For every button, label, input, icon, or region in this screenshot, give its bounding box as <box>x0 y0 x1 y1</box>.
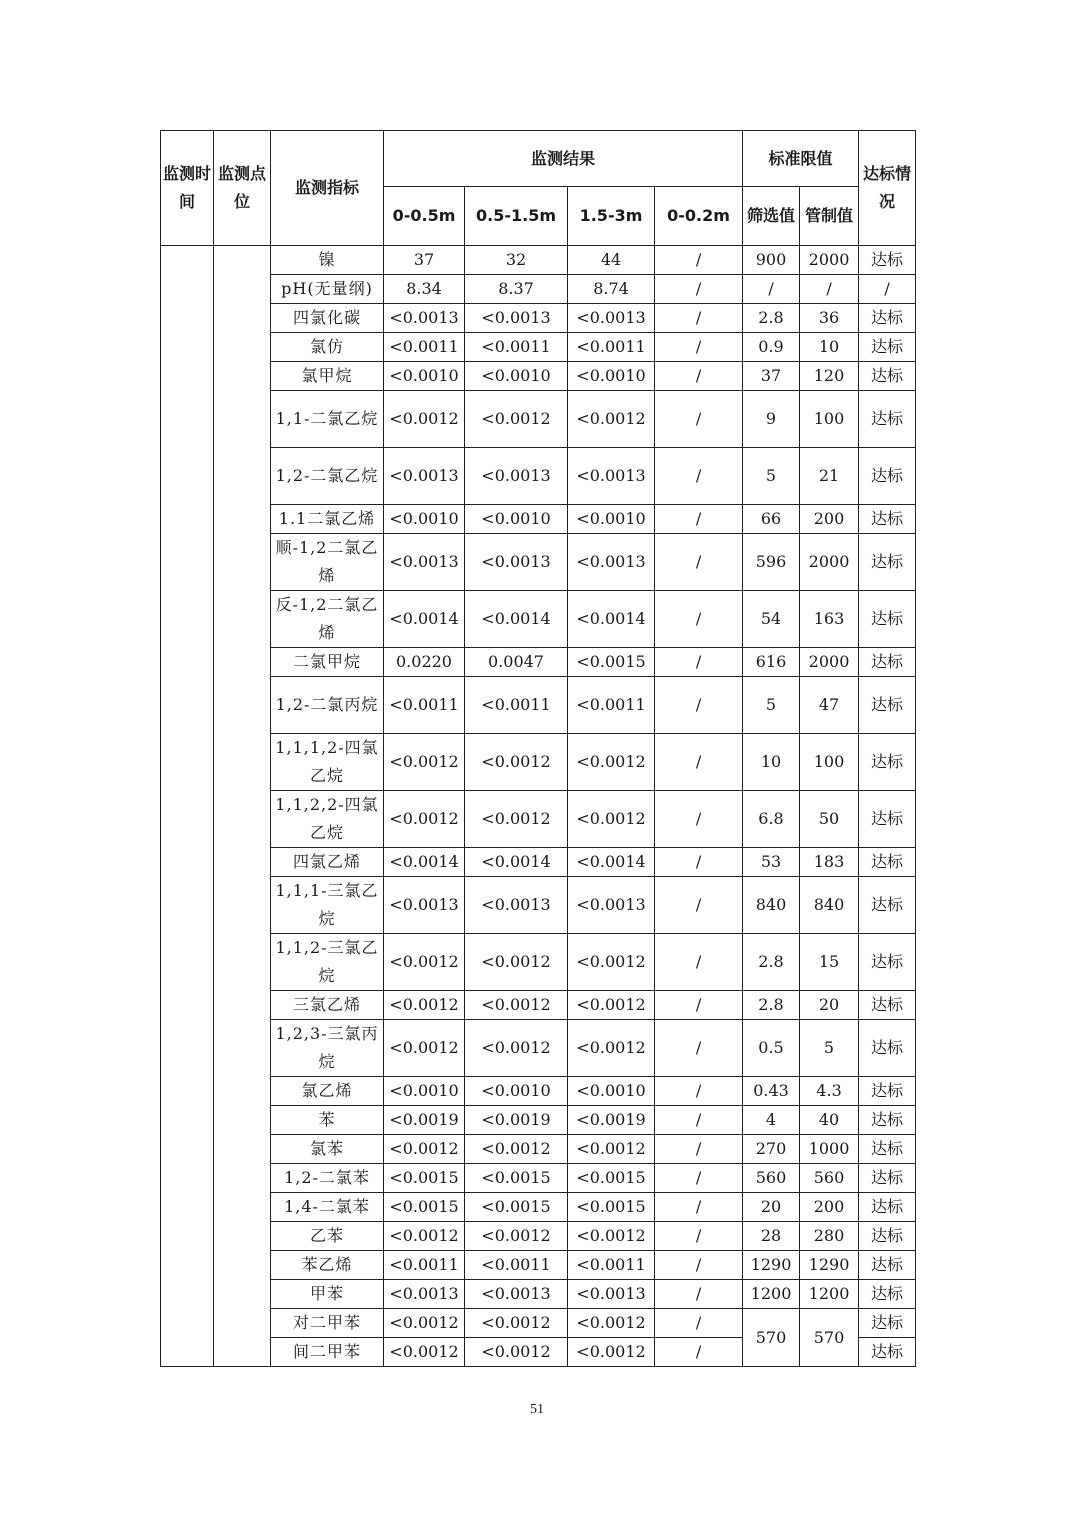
indicator-name: 1,1,2-三氯乙烷 <box>271 934 384 991</box>
table-row <box>161 1193 916 1222</box>
screening-value: 9 <box>743 391 800 448</box>
control-value: 10 <box>800 333 859 362</box>
indicator-name: 氯仿 <box>271 333 384 362</box>
screening-value: 840 <box>743 877 800 934</box>
screening-value: 54 <box>743 591 800 648</box>
table-body <box>161 246 916 1367</box>
control-value: 200 <box>800 1193 859 1222</box>
screening-value: 2.8 <box>743 991 800 1020</box>
table-row <box>161 734 916 791</box>
indicator-name: 氯苯 <box>271 1135 384 1164</box>
indicator-name: 顺-1,2二氯乙烯 <box>271 534 384 591</box>
compliance-status: 达标 <box>859 1309 916 1338</box>
result-value: <0.0012 <box>384 934 465 991</box>
result-value: <0.0011 <box>384 333 465 362</box>
control-value: 5 <box>800 1020 859 1077</box>
control-value: 840 <box>800 877 859 934</box>
compliance-status: 达标 <box>859 791 916 848</box>
result-value: <0.0012 <box>568 1338 655 1367</box>
screening-value: 560 <box>743 1164 800 1193</box>
result-value: 37 <box>384 246 465 275</box>
result-value: <0.0011 <box>465 1251 568 1280</box>
table-row <box>161 275 916 304</box>
indicator-name: 1,1-二氯乙烷 <box>271 391 384 448</box>
table-row <box>161 1280 916 1309</box>
screening-value: 28 <box>743 1222 800 1251</box>
result-value: <0.0012 <box>465 1309 568 1338</box>
result-value: / <box>655 505 743 534</box>
result-value: <0.0019 <box>568 1106 655 1135</box>
table-row <box>161 1222 916 1251</box>
screening-value: 6.8 <box>743 791 800 848</box>
table-row <box>161 304 916 333</box>
result-value: <0.0014 <box>465 591 568 648</box>
screening-value: 1290 <box>743 1251 800 1280</box>
table-row <box>161 591 916 648</box>
screening-value: 66 <box>743 505 800 534</box>
header-monitoring-indicator: 监测指标 <box>271 131 384 246</box>
compliance-status: 达标 <box>859 1338 916 1367</box>
screening-value: 0.5 <box>743 1020 800 1077</box>
header-monitoring-site: 监测点位 <box>214 131 271 246</box>
result-value: / <box>655 1135 743 1164</box>
table-row <box>161 1251 916 1280</box>
screening-value: 1200 <box>743 1280 800 1309</box>
indicator-name: 1,2,3-三氯丙烷 <box>271 1020 384 1077</box>
header-depth-0-0.2m: 0-0.2m <box>655 187 743 246</box>
table-row <box>161 877 916 934</box>
result-value: 32 <box>465 246 568 275</box>
result-value: 8.34 <box>384 275 465 304</box>
compliance-status: 达标 <box>859 448 916 505</box>
indicator-name: 1,1,2,2-四氯乙烷 <box>271 791 384 848</box>
table-row <box>161 991 916 1020</box>
control-value: 2000 <box>800 648 859 677</box>
result-value: <0.0013 <box>384 877 465 934</box>
header-screening-value: 筛选值 <box>743 187 800 246</box>
screening-value: 0.9 <box>743 333 800 362</box>
screening-value: 4 <box>743 1106 800 1135</box>
screening-value: 53 <box>743 848 800 877</box>
result-value: <0.0011 <box>384 1251 465 1280</box>
compliance-status: 达标 <box>859 1106 916 1135</box>
indicator-name: 镍 <box>271 246 384 275</box>
result-value: / <box>655 304 743 333</box>
screening-value: 616 <box>743 648 800 677</box>
result-value: / <box>655 275 743 304</box>
result-value: <0.0012 <box>568 734 655 791</box>
result-value: <0.0010 <box>465 505 568 534</box>
result-value: / <box>655 877 743 934</box>
table-row <box>161 246 916 275</box>
compliance-status: 达标 <box>859 1164 916 1193</box>
result-value: / <box>655 934 743 991</box>
screening-value: 37 <box>743 362 800 391</box>
result-value: <0.0013 <box>568 1280 655 1309</box>
control-value: 2000 <box>800 246 859 275</box>
result-value: <0.0013 <box>465 1280 568 1309</box>
result-value: <0.0012 <box>384 1222 465 1251</box>
control-value: 2000 <box>800 534 859 591</box>
result-value: <0.0015 <box>384 1193 465 1222</box>
indicator-name: 1,2-二氯乙烷 <box>271 448 384 505</box>
result-value: / <box>655 677 743 734</box>
compliance-status: 达标 <box>859 1020 916 1077</box>
result-value: <0.0013 <box>568 877 655 934</box>
table-row <box>161 791 916 848</box>
screening-value: 900 <box>743 246 800 275</box>
screening-value: 2.8 <box>743 304 800 333</box>
result-value: <0.0013 <box>465 304 568 333</box>
indicator-name: 1.1二氯乙烯 <box>271 505 384 534</box>
result-value: <0.0012 <box>384 791 465 848</box>
indicator-name: 甲苯 <box>271 1280 384 1309</box>
control-value: 200 <box>800 505 859 534</box>
header-depth-0.5-1.5m: 0.5-1.5m <box>465 187 568 246</box>
result-value: / <box>655 734 743 791</box>
result-value: <0.0012 <box>465 1222 568 1251</box>
result-value: <0.0013 <box>568 534 655 591</box>
result-value: <0.0011 <box>568 1251 655 1280</box>
result-value: <0.0011 <box>568 677 655 734</box>
screening-value: 0.43 <box>743 1077 800 1106</box>
result-value: / <box>655 391 743 448</box>
table-row <box>161 1135 916 1164</box>
result-value: / <box>655 1077 743 1106</box>
screening-value: 2.8 <box>743 934 800 991</box>
result-value: / <box>655 333 743 362</box>
result-value: <0.0013 <box>384 534 465 591</box>
compliance-status: 达标 <box>859 246 916 275</box>
result-value: / <box>655 991 743 1020</box>
result-value: / <box>655 591 743 648</box>
indicator-name: 对二甲苯 <box>271 1309 384 1338</box>
table-row <box>161 1020 916 1077</box>
result-value: <0.0010 <box>568 505 655 534</box>
result-value: <0.0012 <box>384 734 465 791</box>
table-row <box>161 648 916 677</box>
result-value: <0.0011 <box>465 333 568 362</box>
header-compliance-status: 达标情况 <box>859 131 916 246</box>
result-value: <0.0014 <box>384 848 465 877</box>
indicator-name: 三氯乙烯 <box>271 991 384 1020</box>
header-monitoring-results: 监测结果 <box>384 131 743 187</box>
compliance-status: 达标 <box>859 333 916 362</box>
result-value: <0.0010 <box>568 1077 655 1106</box>
screening-value: 570 <box>743 1309 800 1367</box>
result-value: <0.0013 <box>465 534 568 591</box>
compliance-status: 达标 <box>859 934 916 991</box>
compliance-status: 达标 <box>859 391 916 448</box>
indicator-name: 1,2-二氯丙烷 <box>271 677 384 734</box>
result-value: <0.0012 <box>568 1020 655 1077</box>
result-value: <0.0015 <box>465 1164 568 1193</box>
result-value: <0.0013 <box>384 304 465 333</box>
table-row <box>161 1077 916 1106</box>
indicator-name: 氯甲烷 <box>271 362 384 391</box>
result-value: / <box>655 848 743 877</box>
control-value: 36 <box>800 304 859 333</box>
compliance-status: 达标 <box>859 1077 916 1106</box>
control-value: 40 <box>800 1106 859 1135</box>
result-value: <0.0015 <box>568 1193 655 1222</box>
result-value: <0.0012 <box>465 734 568 791</box>
result-value: 44 <box>568 246 655 275</box>
result-value: / <box>655 1280 743 1309</box>
result-value: <0.0010 <box>384 505 465 534</box>
control-value: 4.3 <box>800 1077 859 1106</box>
page-number: 51 <box>530 1402 544 1417</box>
monitoring-time-cell <box>161 246 214 1367</box>
result-value: 0.0220 <box>384 648 465 677</box>
indicator-name: 间二甲苯 <box>271 1338 384 1367</box>
control-value: / <box>800 275 859 304</box>
control-value: 560 <box>800 1164 859 1193</box>
result-value: <0.0012 <box>384 1135 465 1164</box>
control-value: 120 <box>800 362 859 391</box>
indicator-name: 二氯甲烷 <box>271 648 384 677</box>
monitoring-results-table <box>160 130 916 1367</box>
result-value: <0.0014 <box>568 591 655 648</box>
compliance-status: 达标 <box>859 505 916 534</box>
screening-value: 596 <box>743 534 800 591</box>
control-value: 100 <box>800 391 859 448</box>
indicator-name: 苯 <box>271 1106 384 1135</box>
indicator-name: 四氯乙烯 <box>271 848 384 877</box>
control-value: 1000 <box>800 1135 859 1164</box>
result-value: / <box>655 1222 743 1251</box>
result-value: <0.0012 <box>465 1135 568 1164</box>
table-row <box>161 333 916 362</box>
result-value: / <box>655 1020 743 1077</box>
result-value: / <box>655 534 743 591</box>
table-row <box>161 448 916 505</box>
result-value: <0.0012 <box>384 391 465 448</box>
control-value: 280 <box>800 1222 859 1251</box>
result-value: <0.0012 <box>568 791 655 848</box>
result-value: <0.0014 <box>568 848 655 877</box>
control-value: 183 <box>800 848 859 877</box>
control-value: 1200 <box>800 1280 859 1309</box>
result-value: <0.0010 <box>568 362 655 391</box>
result-value: / <box>655 362 743 391</box>
result-value: <0.0012 <box>465 391 568 448</box>
header-depth-1.5-3m: 1.5-3m <box>568 187 655 246</box>
table-row <box>161 505 916 534</box>
compliance-status: 达标 <box>859 591 916 648</box>
monitoring-site-cell <box>214 246 271 1367</box>
result-value: <0.0015 <box>465 1193 568 1222</box>
result-value: <0.0012 <box>568 391 655 448</box>
table-row <box>161 1164 916 1193</box>
result-value: <0.0019 <box>384 1106 465 1135</box>
compliance-status: 达标 <box>859 734 916 791</box>
header-standard-limits: 标准限值 <box>743 131 859 187</box>
indicator-name: 1,1,1-三氯乙烷 <box>271 877 384 934</box>
header-control-value: 管制值 <box>800 187 859 246</box>
result-value: <0.0012 <box>384 1309 465 1338</box>
table-row <box>161 934 916 991</box>
screening-value: 20 <box>743 1193 800 1222</box>
result-value: / <box>655 791 743 848</box>
screening-value: 5 <box>743 448 800 505</box>
screening-value: / <box>743 275 800 304</box>
result-value: / <box>655 246 743 275</box>
control-value: 47 <box>800 677 859 734</box>
result-value: <0.0012 <box>465 934 568 991</box>
indicator-name: 1,2-二氯苯 <box>271 1164 384 1193</box>
result-value: <0.0012 <box>568 1135 655 1164</box>
result-value: <0.0013 <box>465 448 568 505</box>
result-value: <0.0010 <box>384 362 465 391</box>
compliance-status: / <box>859 275 916 304</box>
result-value: <0.0010 <box>465 362 568 391</box>
result-value: <0.0012 <box>568 934 655 991</box>
result-value: / <box>655 1338 743 1367</box>
result-value: <0.0015 <box>384 1164 465 1193</box>
compliance-status: 达标 <box>859 1135 916 1164</box>
compliance-status: 达标 <box>859 848 916 877</box>
compliance-status: 达标 <box>859 1280 916 1309</box>
result-value: 0.0047 <box>465 648 568 677</box>
result-value: 8.37 <box>465 275 568 304</box>
compliance-status: 达标 <box>859 1193 916 1222</box>
result-value: <0.0012 <box>384 991 465 1020</box>
screening-value: 5 <box>743 677 800 734</box>
result-value: <0.0013 <box>384 448 465 505</box>
screening-value: 270 <box>743 1135 800 1164</box>
indicator-name: 1,4-二氯苯 <box>271 1193 384 1222</box>
compliance-status: 达标 <box>859 1251 916 1280</box>
control-value: 21 <box>800 448 859 505</box>
result-value: / <box>655 1106 743 1135</box>
indicator-name: 苯乙烯 <box>271 1251 384 1280</box>
result-value: 8.74 <box>568 275 655 304</box>
table-row <box>161 534 916 591</box>
result-value: / <box>655 1193 743 1222</box>
control-value: 163 <box>800 591 859 648</box>
compliance-status: 达标 <box>859 877 916 934</box>
result-value: / <box>655 1164 743 1193</box>
header-depth-0-0.5m: 0-0.5m <box>384 187 465 246</box>
control-value: 50 <box>800 791 859 848</box>
result-value: <0.0013 <box>465 877 568 934</box>
result-value: <0.0012 <box>465 791 568 848</box>
result-value: / <box>655 648 743 677</box>
indicator-name: 氯乙烯 <box>271 1077 384 1106</box>
compliance-status: 达标 <box>859 534 916 591</box>
result-value: <0.0011 <box>384 677 465 734</box>
result-value: <0.0014 <box>384 591 465 648</box>
result-value: <0.0013 <box>384 1280 465 1309</box>
table-row <box>161 848 916 877</box>
result-value: / <box>655 448 743 505</box>
screening-value: 10 <box>743 734 800 791</box>
control-value: 20 <box>800 991 859 1020</box>
result-value: / <box>655 1251 743 1280</box>
control-value: 570 <box>800 1309 859 1367</box>
result-value: <0.0012 <box>465 1020 568 1077</box>
compliance-status: 达标 <box>859 362 916 391</box>
result-value: <0.0019 <box>465 1106 568 1135</box>
table-row <box>161 1106 916 1135</box>
result-value: <0.0012 <box>568 1309 655 1338</box>
result-value: <0.0010 <box>465 1077 568 1106</box>
result-value: <0.0012 <box>568 1222 655 1251</box>
result-value: <0.0011 <box>465 677 568 734</box>
result-value: <0.0012 <box>568 991 655 1020</box>
result-value: <0.0012 <box>465 991 568 1020</box>
table-row <box>161 1309 916 1338</box>
table-row <box>161 391 916 448</box>
header-monitoring-time: 监测时间 <box>161 131 214 246</box>
compliance-status: 达标 <box>859 648 916 677</box>
result-value: <0.0013 <box>568 448 655 505</box>
control-value: 15 <box>800 934 859 991</box>
table-row <box>161 362 916 391</box>
result-value: <0.0013 <box>568 304 655 333</box>
indicator-name: 1,1,1,2-四氯乙烷 <box>271 734 384 791</box>
compliance-status: 达标 <box>859 1222 916 1251</box>
result-value: / <box>655 1309 743 1338</box>
result-value: <0.0014 <box>465 848 568 877</box>
compliance-status: 达标 <box>859 991 916 1020</box>
result-value: <0.0012 <box>465 1338 568 1367</box>
compliance-status: 达标 <box>859 304 916 333</box>
control-value: 100 <box>800 734 859 791</box>
result-value: <0.0015 <box>568 648 655 677</box>
indicator-name: 乙苯 <box>271 1222 384 1251</box>
result-value: <0.0012 <box>384 1338 465 1367</box>
result-value: <0.0011 <box>568 333 655 362</box>
result-value: <0.0010 <box>384 1077 465 1106</box>
result-value: <0.0015 <box>568 1164 655 1193</box>
indicator-name: 四氯化碳 <box>271 304 384 333</box>
table-row <box>161 677 916 734</box>
indicator-name: 反-1,2二氯乙烯 <box>271 591 384 648</box>
control-value: 1290 <box>800 1251 859 1280</box>
result-value: <0.0012 <box>384 1020 465 1077</box>
indicator-name: pH(无量纲) <box>271 275 384 304</box>
compliance-status: 达标 <box>859 677 916 734</box>
